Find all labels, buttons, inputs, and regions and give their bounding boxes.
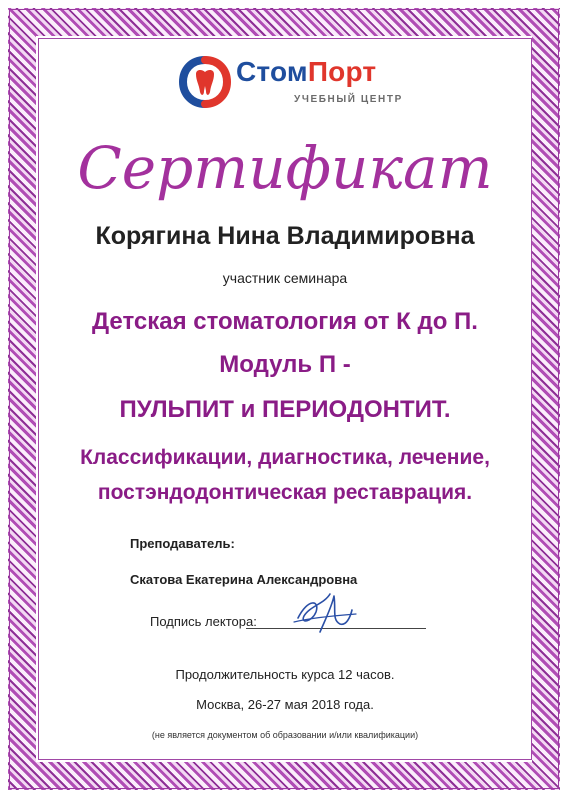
teacher-label: Преподаватель: (130, 536, 235, 551)
certificate-title: Сертификат (77, 134, 493, 202)
logo-subtitle: УЧЕБНЫЙ ЦЕНТР (294, 94, 403, 105)
stomport-logo (178, 52, 418, 114)
disclaimer-note: (не является документом об образовании и/или квалификации) (151, 730, 419, 740)
logo-word-part1: Стом (236, 56, 308, 87)
place-date: Москва, 26-27 мая 2018 года. (196, 697, 374, 712)
course-line-1: Детская стоматология от К до П. (92, 308, 478, 335)
recipient-name: Корягина Нина Владимировна (95, 222, 475, 250)
lecturer-signature (290, 588, 360, 638)
course-line-3: ПУЛЬПИТ и ПЕРИОДОНТИТ. (119, 396, 451, 423)
tooth-logo-icon (178, 54, 232, 108)
course-line-5: постэндодонтическая реставрация. (97, 481, 473, 504)
course-line-2: Модуль П - (219, 351, 351, 378)
logo-wordmark (236, 56, 376, 88)
course-duration: Продолжительность курса 12 часов. (175, 667, 395, 682)
recipient-role: участник семинара (222, 270, 348, 286)
signature-label: Подпись лектора: (150, 614, 257, 629)
logo-word-part2: Порт (307, 56, 377, 87)
course-line-4: Классификации, диагностика, лечение, (80, 446, 490, 469)
teacher-name: Скатова Екатерина Александровна (130, 572, 358, 587)
